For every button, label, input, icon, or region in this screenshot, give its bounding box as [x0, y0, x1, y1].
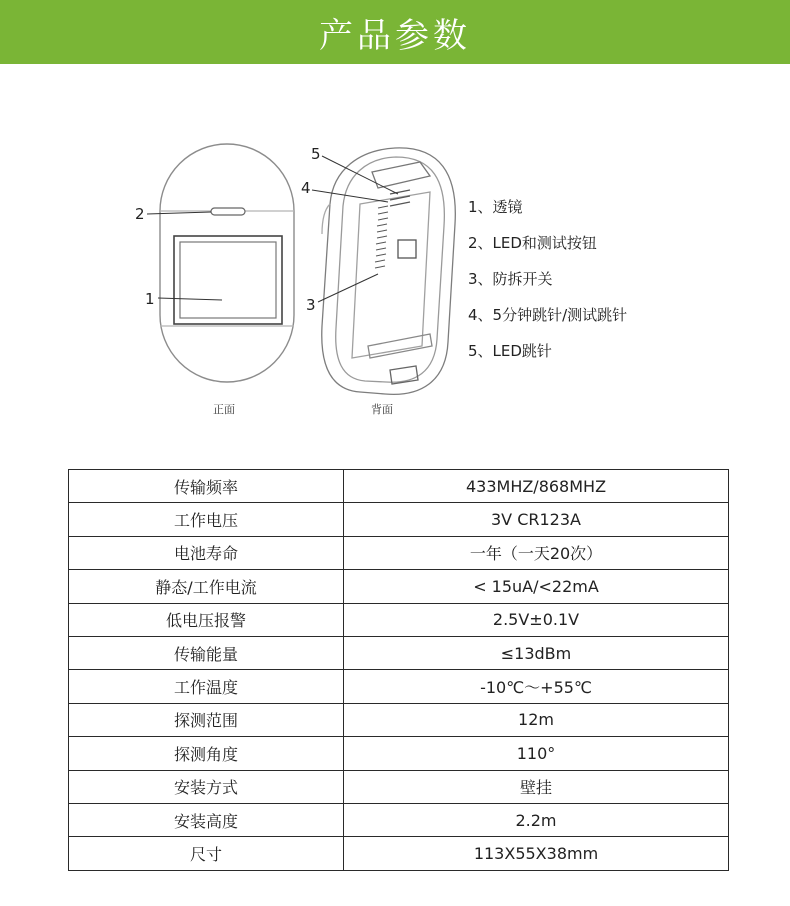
back-callout-5: 5 [311, 145, 321, 163]
spec-value: 2.2m [344, 803, 729, 836]
spec-label: 安装方式 [69, 770, 344, 803]
spec-value: 12m [344, 703, 729, 736]
spec-value: 3V CR123A [344, 503, 729, 536]
spec-label: 低电压报警 [69, 603, 344, 636]
table-row [69, 770, 729, 803]
spec-label: 工作温度 [69, 670, 344, 703]
spec-label: 工作电压 [69, 503, 344, 536]
table-row [69, 470, 729, 503]
spec-value: 113X55X38mm [344, 837, 729, 870]
header-banner [0, 0, 790, 64]
table-row [69, 837, 729, 870]
back-callout-3: 3 [306, 296, 316, 314]
legend-item: 4、5分钟跳针/测试跳针 [468, 306, 628, 324]
spec-table [68, 469, 729, 871]
page-title: 产品参数 [319, 15, 471, 56]
spec-value: -10℃～+55℃ [344, 670, 729, 703]
spec-value: 110° [344, 737, 729, 770]
table-row [69, 737, 729, 770]
legend-item: 5、LED跳针 [468, 342, 552, 360]
legend-item: 2、LED和测试按钮 [468, 234, 597, 252]
table-row [69, 703, 729, 736]
table-row [69, 570, 729, 603]
spec-label: 探测角度 [69, 737, 344, 770]
front-callout-1: 1 [145, 290, 155, 308]
spec-value: 一年（一天20次） [344, 536, 729, 569]
front-caption: 正面 [213, 403, 235, 416]
legend-item: 1、透镜 [468, 198, 523, 216]
spec-value: ≤13dBm [344, 636, 729, 669]
front-view [160, 144, 294, 382]
back-callout-4: 4 [301, 179, 311, 197]
spec-value: < 15uA/<22mA [344, 570, 729, 603]
table-row [69, 636, 729, 669]
table-row [69, 603, 729, 636]
front-callout-2: 2 [135, 205, 145, 223]
parts-legend [468, 195, 627, 375]
spec-value: 2.5V±0.1V [344, 603, 729, 636]
table-row [69, 536, 729, 569]
spec-value: 壁挂 [344, 770, 729, 803]
back-view [322, 148, 456, 394]
table-row [69, 503, 729, 536]
spec-label: 电池寿命 [69, 536, 344, 569]
spec-label: 传输能量 [69, 636, 344, 669]
legend-item: 3、防拆开关 [468, 270, 553, 288]
spec-label: 静态/工作电流 [69, 570, 344, 603]
back-caption: 背面 [371, 403, 393, 416]
product-drawing [0, 64, 790, 464]
spec-label: 尺寸 [69, 837, 344, 870]
table-row [69, 670, 729, 703]
spec-value: 433MHZ/868MHZ [344, 470, 729, 503]
spec-label: 安装高度 [69, 803, 344, 836]
spec-label: 探测范围 [69, 703, 344, 736]
product-figure [0, 64, 790, 464]
table-row [69, 803, 729, 836]
spec-label: 传输频率 [69, 470, 344, 503]
